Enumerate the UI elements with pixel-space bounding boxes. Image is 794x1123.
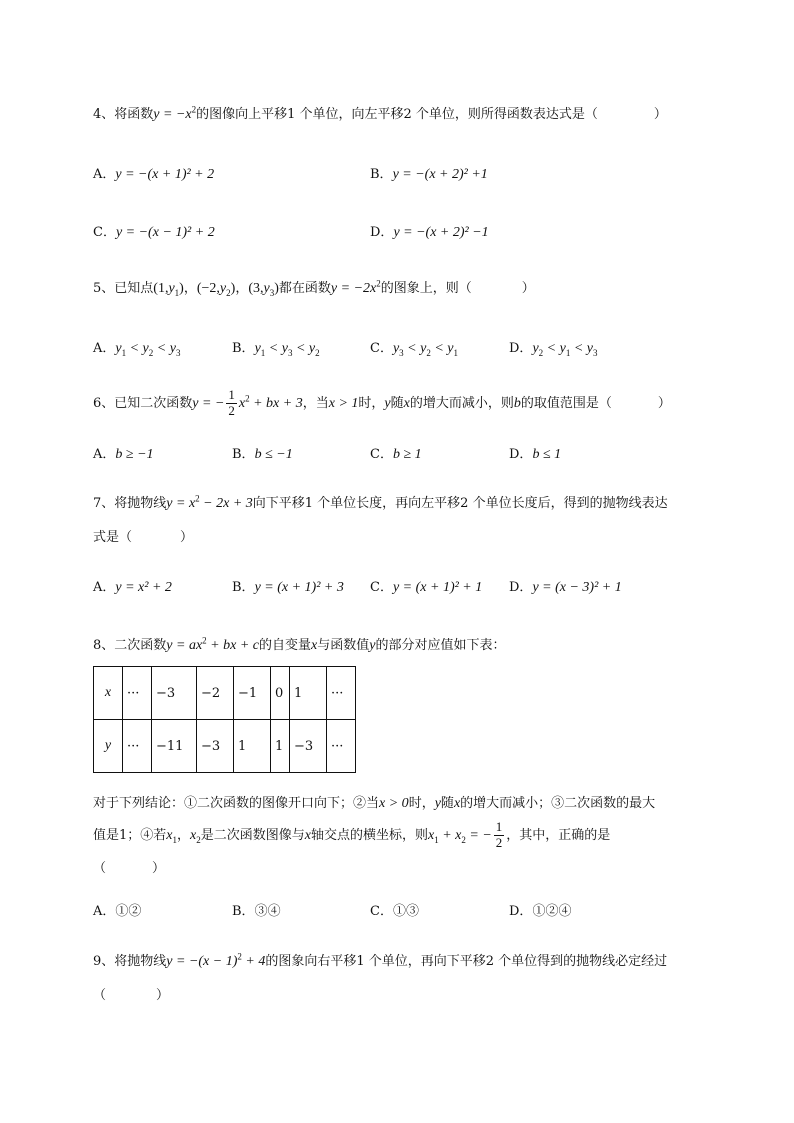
q8-option-c[interactable]: C．①③ — [370, 904, 419, 919]
q5-option-a[interactable]: A．$y_1 < y_2 < y_3$ — [93, 341, 181, 358]
table-cell: y — [94, 720, 123, 773]
table-cell: ··· — [123, 720, 152, 773]
q5-option-d[interactable]: D．$y_2 < y_1 < y_3$ — [509, 341, 598, 358]
q6-option-c[interactable]: C．b ≥ 1 — [370, 447, 422, 462]
q4-option-c[interactable]: C．y = −(x − 1)² + 2 — [93, 225, 215, 240]
table-row-y — [94, 720, 356, 773]
question-6-stem: 6、已知二次函数y = − $\frac{1}{2}$ $x^2$ + bx + 3，当x > 1时，y随x的增大而减小，则b的取值范围是（ ） — [93, 387, 671, 419]
table-cell: x — [94, 667, 123, 720]
q6-option-d[interactable]: D．b ≤ 1 — [509, 447, 562, 462]
q8-conclusions-line1: 对于下列结论：①二次函数的图像开口向下；②当x > 0时，y随x的增大而减小；③二次函数的最大 — [93, 796, 656, 811]
q8-function-expr: $y = ax^2$ + bx + c — [166, 635, 259, 653]
q5-option-b[interactable]: B．$y_1 < y_3 < y_2$ — [232, 341, 320, 358]
table-cell: −1 — [234, 667, 271, 720]
q7-option-d[interactable]: D．y = (x − 3)² + 1 — [509, 580, 622, 595]
table-cell: 1 — [271, 720, 290, 773]
q4-option-b[interactable]: B．y = −(x + 2)² +1 — [370, 167, 488, 182]
q8-option-a[interactable]: A．①② — [93, 904, 142, 919]
q7-option-c[interactable]: C．y = (x + 1)² + 1 — [370, 580, 483, 595]
table-cell: ··· — [327, 667, 356, 720]
q4-option-d[interactable]: D．y = −(x + 2)² −1 — [370, 225, 489, 240]
q6-option-b[interactable]: B．b ≤ −1 — [232, 447, 293, 462]
table-cell: −3 — [290, 720, 327, 773]
table-cell: −2 — [197, 667, 234, 720]
question-5-stem: 5、已知点$(1,y_1)$，$(-2,y_2)$，$(3,y_3)$都在函数$y = -2x^2$的图象上，则（ ） — [93, 278, 535, 298]
q8-answer-paren: （ ） — [93, 861, 166, 876]
q8-option-b[interactable]: B．③④ — [232, 904, 281, 919]
q8-option-d[interactable]: D．①②④ — [509, 904, 572, 919]
table-cell: 1 — [234, 720, 271, 773]
q7-option-b[interactable]: B．y = (x + 1)² + 3 — [232, 580, 344, 595]
q9-function-expr: $y = -(x - 1)^2 + 4$ — [166, 951, 266, 969]
question-7-stem: 7、将抛物线$y = x^2 - 2x + 3$向下平移1 个单位长度，再向左平移2 个单位长度后，得到的抛物线表达 — [93, 493, 668, 511]
table-cell: ··· — [327, 720, 356, 773]
q4-function-expr: $y = -x^2$ — [153, 104, 197, 122]
q4-option-a[interactable]: A．y = −(x + 1)² + 2 — [93, 167, 215, 182]
table-cell: −3 — [152, 667, 197, 720]
table-cell: −11 — [152, 720, 197, 773]
q6-function-expr: y = − $\frac{1}{2}$ $x^2$ + bx + 3 — [192, 387, 303, 419]
question-9-stem: 9、将抛物线$y = -(x - 1)^2 + 4$的图象向右平移1 个单位，再向下平移2 个单位得到的抛物线必定经过 — [93, 951, 668, 969]
q8-conclusions-line2: 值是1；④若$x_1$，$x_2$是二次函数图像与x轴交点的横坐标，则$x_1 + x_2$ = − $\frac{1}{2}$ ，其中，正确的是 — [93, 819, 611, 851]
table-row-x — [94, 667, 356, 720]
q5-option-c[interactable]: C．$y_3 < y_2 < y_1$ — [370, 341, 459, 358]
table-cell: 1 — [290, 667, 327, 720]
table-cell: 0 — [271, 667, 290, 720]
q9-answer-paren: （ ） — [93, 988, 170, 1003]
q8-value-table — [93, 666, 356, 773]
table-cell: ··· — [123, 667, 152, 720]
question-8-stem: 8、二次函数$y = ax^2$ + bx + c的自变量x与函数值y的部分对应值如下表： — [93, 635, 506, 653]
table-cell: −3 — [197, 720, 234, 773]
q5-function-expr: $y = -2x^2$ — [330, 278, 381, 296]
q7-function-expr: $y = x^2 - 2x + 3$ — [166, 493, 253, 511]
question-4-stem: 4、将函数$y = -x^2$的图像向上平移1 个单位，向左平移2 个单位，则所得函数表达式是（ ） — [93, 104, 667, 122]
question-7-stem-line2: 式是（ ） — [93, 530, 194, 545]
q7-option-a[interactable]: A．y = x² + 2 — [93, 580, 172, 595]
q5-points: $(1,y_1)$ — [153, 281, 184, 298]
q6-option-a[interactable]: A．b ≥ −1 — [93, 447, 154, 462]
